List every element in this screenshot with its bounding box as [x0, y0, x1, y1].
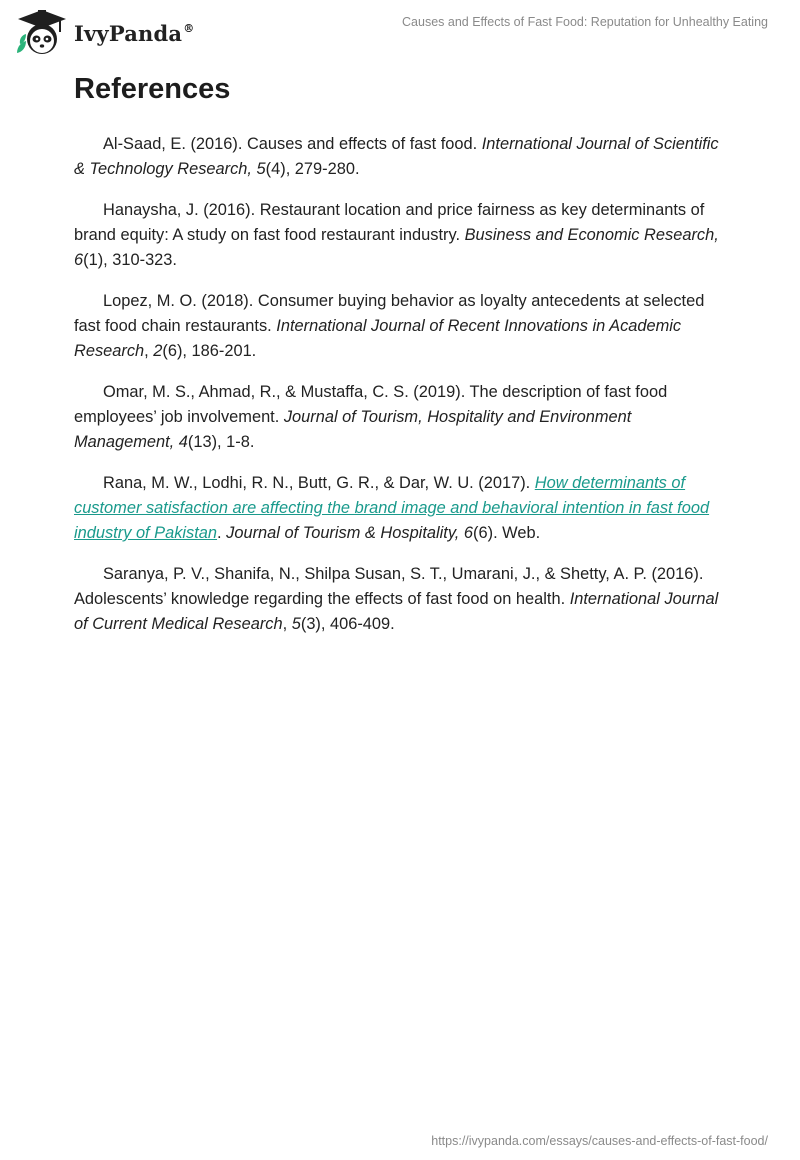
reference-item: Saranya, P. V., Shanifa, N., Shilpa Susan, S. T., Umarani, J., & Shetty, A. P. (2016). Adolescents’ knowledge regarding the effects of fast food on health. International Journal of Current Medical Research, 5(3), 406-409. [74, 565, 719, 633]
reference-item: Hanaysha, J. (2016). Restaurant location and price fairness as key determinants of brand equity: A study on fast food restaurant industry. Business and Economic Research, 6(1), 310-323. [74, 201, 719, 269]
reference-item: Rana, M. W., Lodhi, R. N., Butt, G. R., & Dar, W. U. (2017). How determinants of customer satisfaction are affecting the brand image and behavioral intention in fast food industry of Pakistan. Journal of Tourism & Hospitality, 6(6). Web. [74, 474, 710, 542]
reference-item: Al-Saad, E. (2016). Causes and effects of fast food. International Journal of Scientific & Technology Research, 5(4), 279-280. [74, 135, 719, 178]
logo-wordmark: IvyPanda® [74, 20, 195, 46]
panda-logo-icon [14, 8, 70, 58]
ivypanda-logo[interactable] [14, 8, 194, 58]
references-list [74, 132, 730, 653]
reference-item: Lopez, M. O. (2018). Consumer buying behavior as loyalty antecedents at selected fast food chain restaurants. International Journal of Recent Innovations in Academic Research, 2(6), 186-201. [74, 292, 705, 360]
footer-url: https://ivypanda.com/essays/causes-and-effects-of-fast-food/ [431, 1134, 768, 1148]
reference-link[interactable]: How determinants of customer satisfaction are affecting the brand image and behavioral intention in fast food industry of Pakistan [74, 474, 710, 542]
reference-item: Omar, M. S., Ahmad, R., & Mustaffa, C. S. (2019). The description of fast food employees’ job involvement. Journal of Tourism, Hospitality and Environment Management, 4(13), 1-8. [74, 383, 668, 451]
page-title: References [74, 73, 231, 105]
running-title: Causes and Effects of Fast Food: Reputation for Unhealthy Eating [402, 15, 768, 29]
